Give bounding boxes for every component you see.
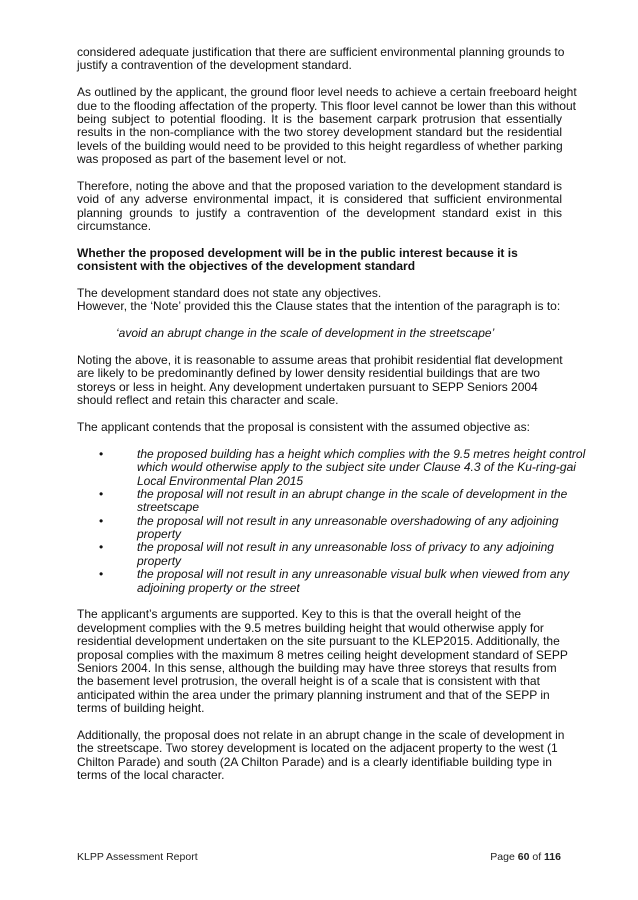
list-item [99,486,568,515]
list-item [99,446,586,488]
text-line: residential development undertaken on the site pursuant to the KLEP2015. Additionally, the [77,634,560,649]
list-item-line: the proposal will not result in any unreasonable overshadowing of any adjoining [137,513,559,528]
bullet-icon: • [99,567,104,582]
page-prefix: Page [490,851,515,863]
text-line: circumstance. [77,219,152,234]
page-total: 116 [544,851,561,863]
text-line: void of any adverse environmental impact, it is considered that sufficient environmental [77,192,562,207]
text-line: Additionally, the proposal does not relate in an abrupt change in the scale of development in [77,727,565,742]
list-item [99,541,562,568]
text-line: storeys or less in height. Any development undertaken pursuant to SEPP Seniors 2004 [77,379,538,394]
list-item-line: which would otherwise apply to the subject site under Clause 4.3 of the Ku-ring-gai [137,460,576,475]
text-line: Whether the proposed development will be in the public interest because it is [77,245,518,260]
page-current: 60 [517,851,530,863]
text-line: The applicant contends that the proposal is consistent with the assumed objective as: [77,419,530,434]
paragraph-noting [77,354,562,408]
page-of: of [532,851,542,863]
text-line: consistent with the objectives of the development standard [77,259,416,274]
text-line: are likely to be predominantly defined by lower density residential buildings that are two [77,366,540,381]
text-line: anticipated within the area under the primary planning instrument and that of the SEPP in [77,687,550,702]
bullet-icon: • [99,513,104,528]
quote-note [116,327,562,340]
text-line: results in the non-compliance with the two storey development standard but the residential [77,125,562,140]
bullet-list [99,446,586,595]
text-line: development complies with the 9.5 metres building height that would otherwise apply for [77,620,544,635]
list-item-line: adjoining property or the street [137,580,300,595]
text-line: Therefore, noting the above and that the proposed variation to the development standard is [77,178,562,193]
text-line: Chilton Parade) and south (2A Chilton Parade) and is a clearly identifiable building type in [77,754,552,769]
text-line: proposal complies with the maximum 8 metres ceiling height development standard of SEPP [77,647,568,662]
paragraph-additionally [77,727,565,783]
text-line: Seniors 2004. In this sense, although the building may have three storeys that results from [77,660,557,675]
text-line: the basement level protrusion, the overall height is of a scale that is consistent with that [77,674,540,689]
text-line: However, the ‘Note’ provided this the Clause states that the intention of the paragraph is to: [77,299,561,314]
text-line: terms of building height. [77,701,205,716]
bullet-icon: • [99,540,104,555]
bullet-icon: • [99,446,104,461]
paragraph-objectives [77,287,562,314]
paragraph-therefore [77,180,562,234]
list-item-line: the proposal will not result in an abrupt change in the scale of development in the [137,486,568,501]
text-line: justify a contravention of the development standard. [77,58,352,73]
list-item-line: property [137,527,182,542]
list-item-line: the proposal will not result in any unreasonable visual bulk when viewed from any [137,567,570,582]
section-heading [77,247,562,274]
page-body [77,45,586,796]
list-item [99,515,562,542]
list-item-line: streetscape [137,500,200,515]
text-line: considered adequate justification that there are sufficient environmental planning grounds to [77,45,565,59]
list-item-line: Local Environmental Plan 2015 [137,473,304,488]
paragraph-justification-intro [77,45,565,73]
bullet-icon: • [99,486,104,501]
text-line: terms of the local character. [77,768,225,783]
text-line: As outlined by the applicant, the ground floor level needs to achieve a certain freeboard height [77,85,577,100]
paragraph-applicant-contends [77,421,562,434]
footer-page-number [490,851,561,863]
text-line: should reflect and retain this character and scale. [77,393,339,408]
text-line: the streetscape. Two storey development is located on the adjacent property to the west (1 [77,741,558,756]
list-item-line: the proposal will not result in any unreasonable loss of privacy to any adjoining [137,540,554,555]
text-line: levels of the building would need to be provided to this height regardless of whether parking [77,138,563,153]
text-line: was proposed as part of the basement level or not. [77,152,347,167]
text-line: The applicant’s arguments are supported. Key to this is that the overall height of the [77,607,522,622]
paragraph-freeboard [77,85,577,167]
text-line: The development standard does not state any objectives. [77,286,382,301]
text-line: Noting the above, it is reasonable to assume areas that prohibit residential flat development [77,352,563,367]
list-item [99,567,570,595]
list-item-line: the proposed building has a height which complies with the 9.5 metres height control [137,446,586,461]
text-line: being subject to potential flooding. It is the basement carpark protrusion that essentially [77,111,562,126]
quote-text: ‘avoid an abrupt change in the scale of development in the streetscape’ [116,326,495,341]
text-line: due to the flooding affectation of the property. This floor level cannot be lower than this without [77,98,576,113]
text-line: planning grounds to justify a contravention of the development standard exist in this [77,205,562,220]
footer-report-title: KLPP Assessment Report [77,851,198,863]
paragraph-arguments-supported [77,607,568,716]
list-item-line: property [137,553,182,568]
